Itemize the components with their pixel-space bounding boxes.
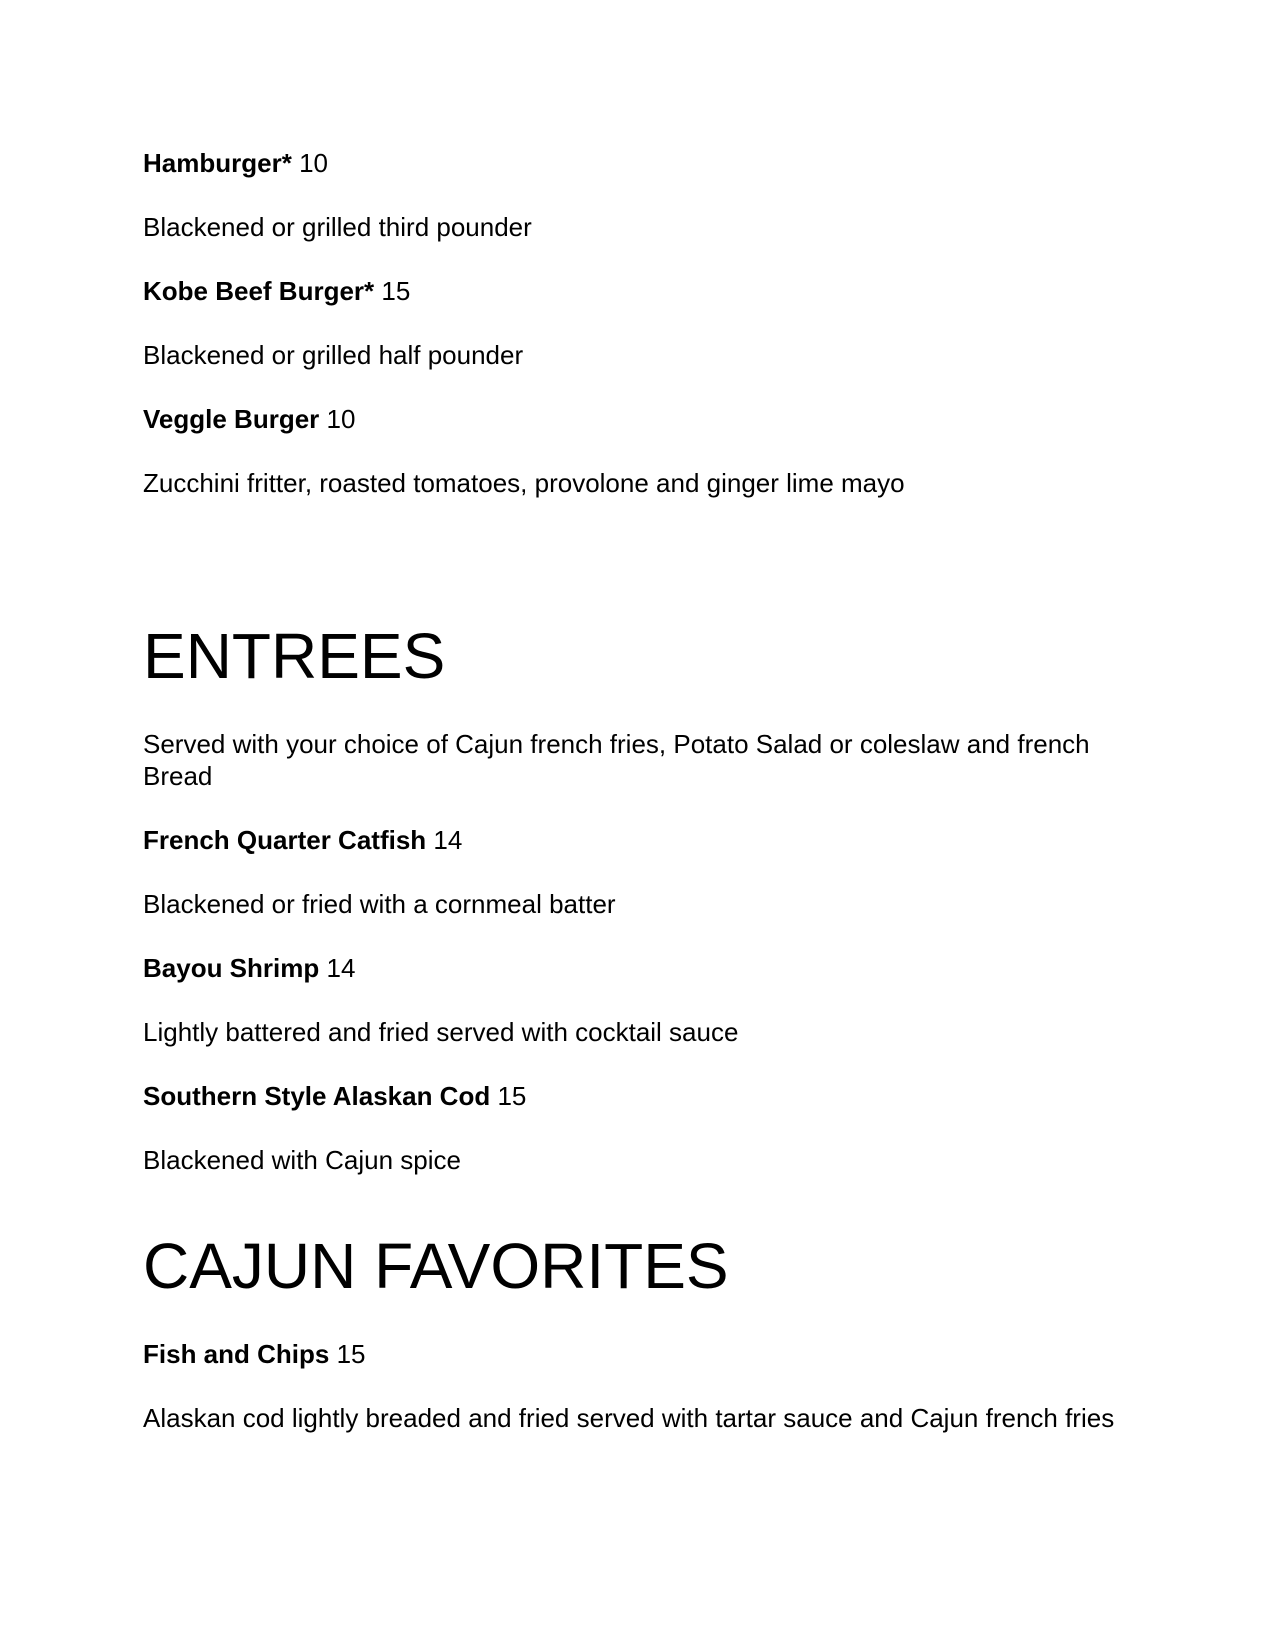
menu-item-name: French Quarter Catfish xyxy=(143,825,427,855)
menu-item-description: Lightly battered and fried served with cocktail sauce xyxy=(143,1017,739,1047)
menu-item-name: Bayou Shrimp xyxy=(143,953,320,983)
menu-item-description: Blackened or grilled third pounder xyxy=(143,212,532,242)
menu-item-description: Blackened or fried with a cornmeal batter xyxy=(143,889,616,919)
menu-item-price: 14 xyxy=(433,825,463,855)
menu-item-name: Kobe Beef Burger* xyxy=(143,276,375,306)
section-heading-entrees: ENTREES xyxy=(143,620,446,692)
entrees-section-note: Served with your choice of Cajun french fries, Potato Salad or coleslaw and french Bread xyxy=(143,729,1090,791)
menu-item-description: Blackened with Cajun spice xyxy=(143,1145,461,1175)
section-heading-cajun-favorites: CAJUN FAVORITES xyxy=(143,1230,729,1302)
menu-item-description: Alaskan cod lightly breaded and fried served with tartar sauce and Cajun french fries xyxy=(143,1403,1115,1433)
menu-item-price: 10 xyxy=(299,148,328,178)
menu-item-line xyxy=(143,403,1143,435)
menu-item-description: Blackened or grilled half pounder xyxy=(143,340,524,370)
menu-item-name: Hamburger* xyxy=(143,148,292,178)
menu-item-line xyxy=(143,1338,1143,1370)
menu-item-line xyxy=(143,952,1143,984)
menu-item-line xyxy=(143,147,1143,179)
menu-item-name: Southern Style Alaskan Cod xyxy=(143,1081,491,1111)
menu-item-line xyxy=(143,1080,1143,1112)
menu-item-name: Veggle Burger xyxy=(143,404,320,434)
menu-item-description: Zucchini fritter, roasted tomatoes, provolone and ginger lime mayo xyxy=(143,468,905,498)
menu-item-price: 15 xyxy=(336,1339,366,1369)
menu-item-line xyxy=(143,275,1143,307)
menu-item-price: 15 xyxy=(381,276,411,306)
menu-item-price: 15 xyxy=(497,1081,527,1111)
menu-item-price: 10 xyxy=(326,404,356,434)
menu-item-price: 14 xyxy=(326,953,356,983)
menu-item-name: Fish and Chips xyxy=(143,1339,330,1369)
menu-item-line xyxy=(143,824,1143,856)
